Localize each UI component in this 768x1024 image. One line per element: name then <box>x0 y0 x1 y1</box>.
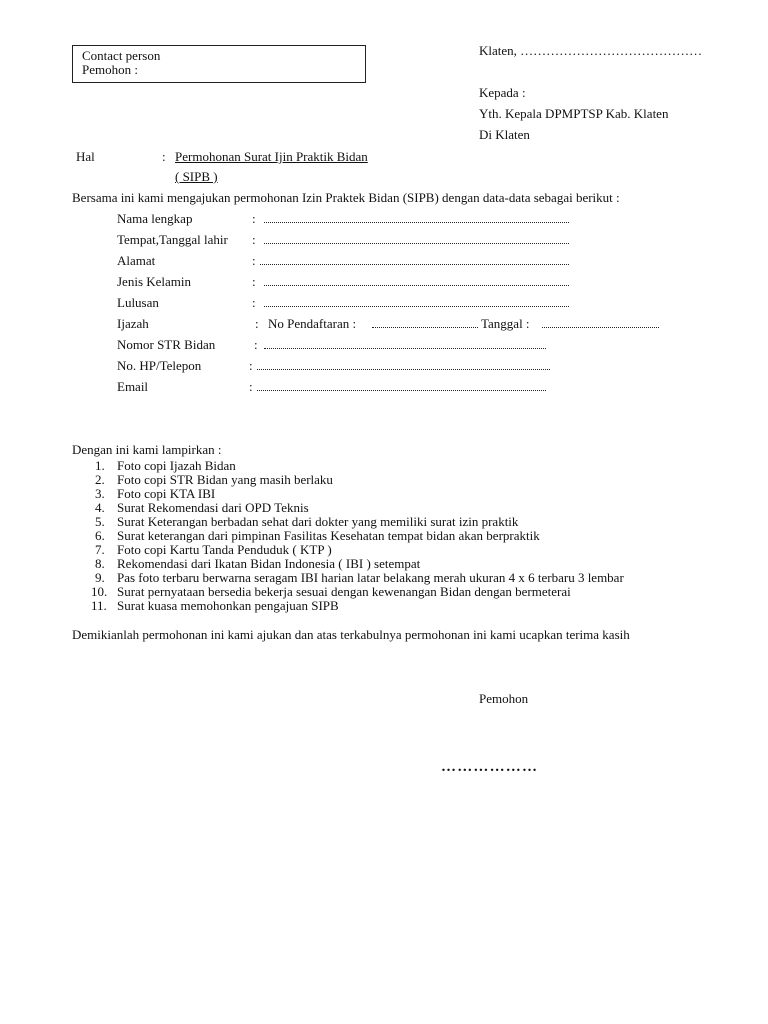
field-no-pendaftaran-label: No Pendaftaran : <box>268 316 357 331</box>
place-date: Klaten, …………………………………… <box>479 43 703 58</box>
attachment-num: 5. <box>95 514 105 529</box>
attachment-item: Surat kuasa memohonkan pengajuan SIPB <box>117 598 339 613</box>
field-nama-label: Nama lengkap <box>117 211 193 226</box>
attachment-num: 11. <box>91 598 107 613</box>
attachment-num: 1. <box>95 458 105 473</box>
field-str-colon: : <box>254 337 258 352</box>
attachment-num: 8. <box>95 556 105 571</box>
field-tanggal-blank[interactable] <box>542 327 659 328</box>
field-hp-label: No. HP/Telepon <box>117 358 202 373</box>
signature-line[interactable]: ……………… <box>441 759 539 775</box>
field-no-pendaftaran-blank[interactable] <box>372 327 478 328</box>
attachment-item: Foto copi KTA IBI <box>117 486 216 501</box>
field-email-label: Email <box>117 379 149 394</box>
attachment-item: Surat Keterangan berbadan sehat dari dokter yang memiliki surat izin praktik <box>117 514 519 529</box>
signature-label: Pemohon <box>479 691 529 706</box>
attachment-item: Surat pernyataan bersedia bekerja sesuai dengan kewenangan Bidan dengan bermeterai <box>117 584 571 599</box>
attachments-heading: Dengan ini kami lampirkan : <box>72 442 222 457</box>
field-alamat-label: Alamat <box>117 253 156 268</box>
hal-label: Hal <box>76 149 95 164</box>
field-hp-colon: : <box>249 358 253 373</box>
closing-paragraph: Demikianlah permohonan ini kami ajukan dan atas terkabulnya permohonan ini kami ucapkan terima kasih <box>72 627 630 642</box>
attachment-num: 2. <box>95 472 105 487</box>
attachment-num: 10. <box>91 584 108 599</box>
field-ttl-colon: : <box>252 232 256 247</box>
attachment-num: 7. <box>95 542 105 557</box>
field-ttl-label: Tempat,Tanggal lahir <box>117 232 228 247</box>
kepada-label: Kepada : <box>479 85 526 100</box>
intro-paragraph: Bersama ini kami mengajukan permohonan Izin Praktek Bidan (SIPB) dengan data-data sebagai berikut : <box>72 190 620 205</box>
field-hp-blank[interactable] <box>257 369 550 370</box>
field-nama-colon: : <box>252 211 256 226</box>
hal-subject-abbr: ( SIPB ) <box>175 169 218 184</box>
attachment-item: Pas foto terbaru berwarna seragam IBI harian latar belakang merah ukuran 4 x 6 terbaru 3 lembar <box>117 570 624 585</box>
attachment-item: Foto copi STR Bidan yang masih berlaku <box>117 472 333 487</box>
field-tanggal-label: Tanggal : <box>481 316 530 331</box>
field-ijazah-colon: : <box>255 316 259 331</box>
field-str-blank[interactable] <box>264 348 546 349</box>
field-lulusan-blank[interactable] <box>264 306 569 307</box>
field-nama-blank[interactable] <box>264 222 569 223</box>
hal-colon: : <box>162 149 166 164</box>
hal-subject: Permohonan Surat Ijin Praktik Bidan <box>175 149 368 164</box>
attachment-num: 6. <box>95 528 105 543</box>
contact-person-label: Contact person <box>82 48 161 63</box>
attachment-item: Foto copi Ijazah Bidan <box>117 458 236 473</box>
field-ttl-blank[interactable] <box>264 243 569 244</box>
recipient-location: Di Klaten <box>479 127 530 142</box>
field-ijazah-label: Ijazah <box>117 316 149 331</box>
attachment-num: 3. <box>95 486 105 501</box>
field-jk-colon: : <box>252 274 256 289</box>
attachment-item: Rekomendasi dari Ikatan Bidan Indonesia ( IBI ) setempat <box>117 556 421 571</box>
field-lulusan-label: Lulusan <box>117 295 159 310</box>
field-alamat-colon: : <box>252 253 256 268</box>
attachment-num: 9. <box>95 570 105 585</box>
attachment-item: Surat keterangan dari pimpinan Fasilitas Kesehatan tempat bidan akan berpraktik <box>117 528 540 543</box>
field-jk-blank[interactable] <box>264 285 569 286</box>
field-lulusan-colon: : <box>252 295 256 310</box>
field-jk-label: Jenis Kelamin <box>117 274 192 289</box>
attachment-item: Surat Rekomendasi dari OPD Teknis <box>117 500 309 515</box>
field-alamat-blank[interactable] <box>260 264 569 265</box>
field-email-colon: : <box>249 379 253 394</box>
field-str-label: Nomor STR Bidan <box>117 337 216 352</box>
recipient: Yth. Kepala DPMPTSP Kab. Klaten <box>479 106 669 121</box>
attachment-num: 4. <box>95 500 105 515</box>
field-email-blank[interactable] <box>257 390 546 391</box>
contact-box <box>72 45 366 83</box>
pemohon-label: Pemohon : <box>82 62 138 77</box>
attachment-item: Foto copi Kartu Tanda Penduduk ( KTP ) <box>117 542 332 557</box>
